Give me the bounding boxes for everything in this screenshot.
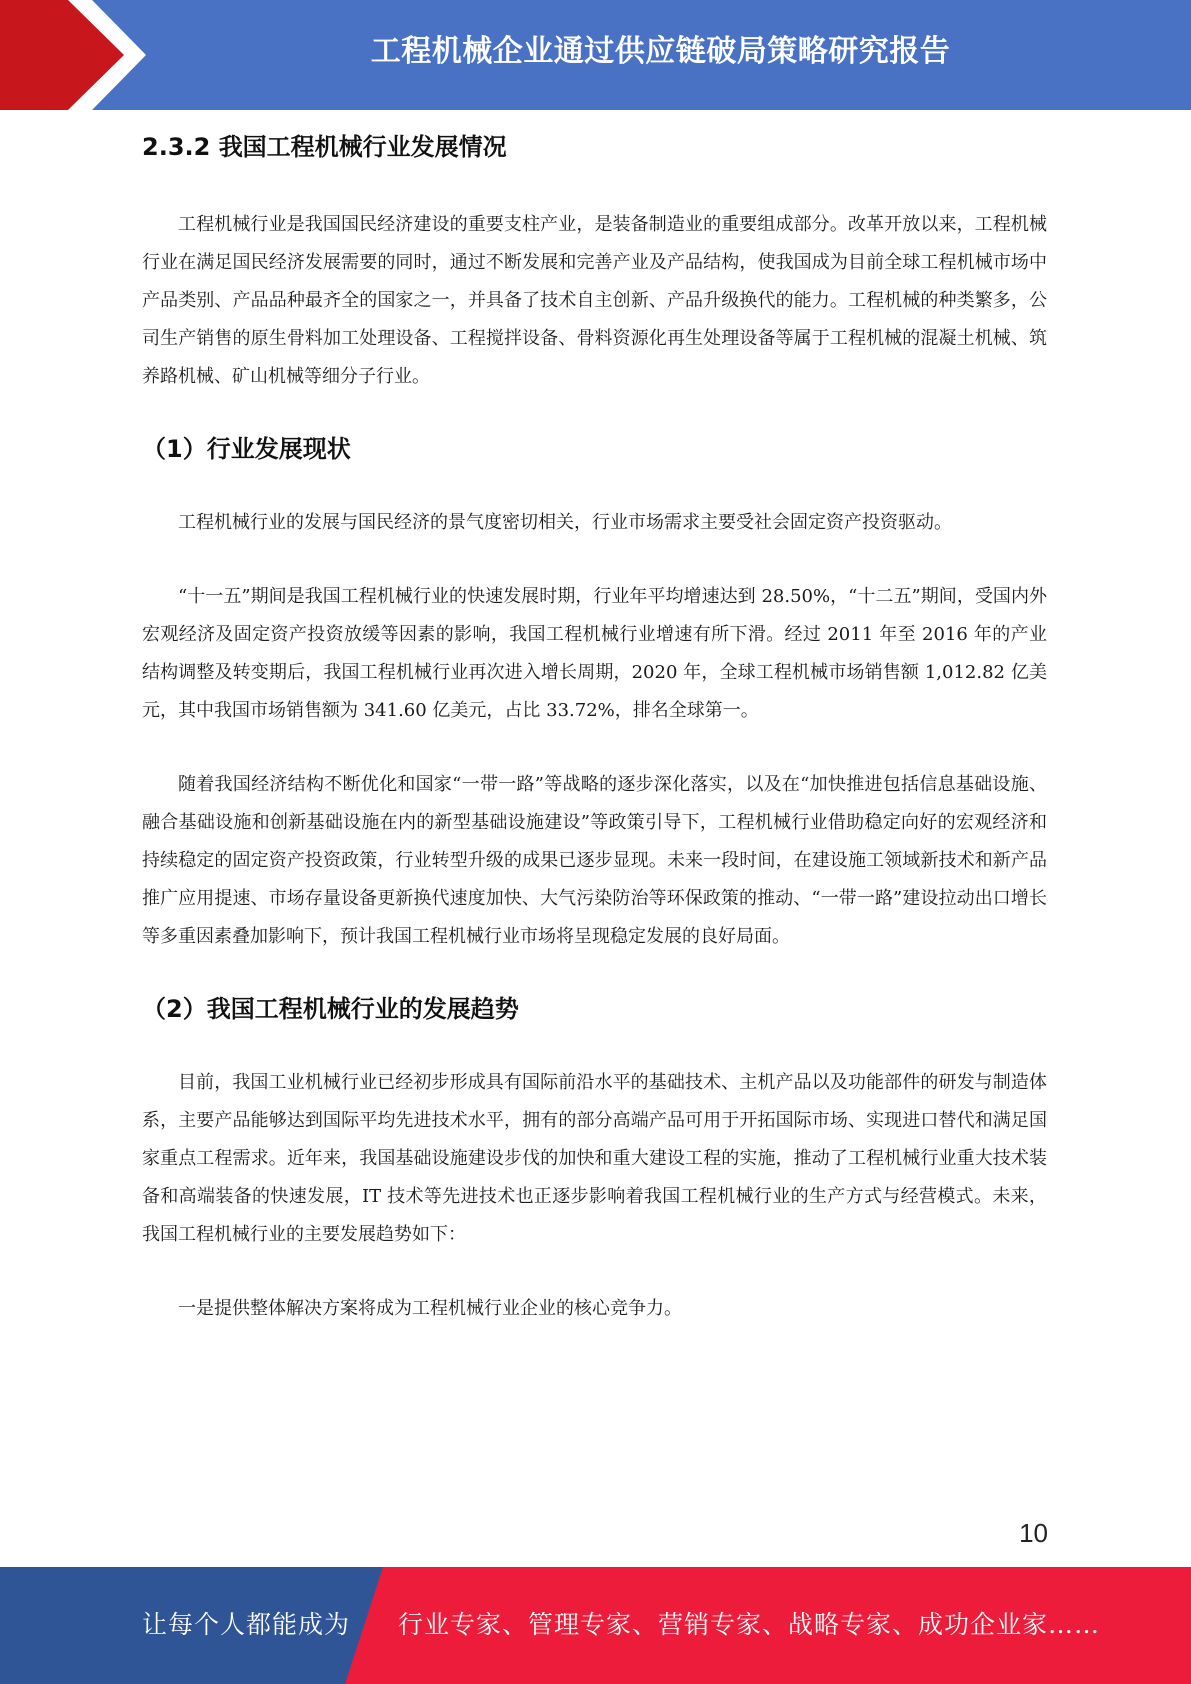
footer-slogan-right: 行业专家、管理专家、营销专家、战略专家、成功企业家…… xyxy=(398,1610,1101,1639)
report-title: 工程机械企业通过供应链破局策略研究报告 xyxy=(370,34,951,69)
page-content xyxy=(142,130,1047,1364)
body-paragraph: 目前，我国工业机械行业已经初步形成具有国际前沿水平的基础技术、主机产品以及功能部件的研发与制造体系，主要产品能够达到国际平均先进技术水平，拥有的部分高端产品可用于开拓国际市场、实现进口替代和满足国家重点工程需求。近年来，我国基础设施建设步伐的加快和重大建设工程的实施，推动了工程机械行业重大技术装备和高端装备的快速发展，IT 技术等先进技术也正逐步影响着我国工程机械行业的生产方式与经营模式。未来，我国工程机械行业的主要发展趋势如下： xyxy=(142,1072,1047,1245)
body-paragraph: 工程机械行业的发展与国民经济的景气度密切相关，行业市场需求主要受社会固定资产投资驱动。 xyxy=(178,512,952,533)
subsection-heading-development-trend: （2）我国工程机械行业的发展趋势 xyxy=(142,995,519,1023)
body-paragraph: 随着我国经济结构不断优化和国家“一带一路”等战略的逐步深化落实，以及在“加快推进包括信息基础设施、融合基础设施和创新基础设施在内的新型基础设施建设”等政策引导下，工程机械行业借助稳定向好的宏观经济和持续稳定的固定资产投资政策，行业转型升级的成果已逐步显现。未来一段时间，在建设施工领域新技术和新产品推广应用提速、市场存量设备更新换代速度加快、大气污染防治等环保政策的推动、“一带一路”建设拉动出口增长等多重因素叠加影响下，预计我国工程机械行业市场将呈现稳定发展的良好局面。 xyxy=(142,774,1047,947)
subsection-heading-current-status: （1）行业发展现状 xyxy=(142,435,351,463)
body-paragraph: 一是提供整体解决方案将成为工程机械行业企业的核心竞争力。 xyxy=(178,1298,682,1319)
page-number: 10 xyxy=(1019,1518,1048,1548)
footer-slogan-left: 让每个人都能成为 xyxy=(142,1610,351,1639)
page-footer xyxy=(0,1567,1191,1684)
section-heading: 2.3.2 我国工程机械行业发展情况 xyxy=(142,133,507,161)
header-arrow-decoration xyxy=(0,0,160,110)
body-paragraph: “十一五”期间是我国工程机械行业的快速发展时期，行业年平均增速达到 28.50%，“十二五”期间，受国内外宏观经济及固定资产投资放缓等因素的影响，我国工程机械行业增速有所下滑。经过 2011 年至 2016 年的产业结构调整及转变期后，我国工程机械行业再次进入增长周期，2020 年，全球工程机械市场销售额 1,012.82 亿美元，其中我国市场销售额为 341.60 亿美元，占比 33.72%，排名全球第一。 xyxy=(142,586,1047,721)
intro-paragraph: 工程机械行业是我国国民经济建设的重要支柱产业，是装备制造业的重要组成部分。改革开放以来，工程机械行业在满足国民经济发展需要的同时，通过不断发展和完善产业及产品结构，使我国成为目前全球工程机械市场中产品类别、产品品种最齐全的国家之一，并具备了技术自主创新、产品升级换代的能力。工程机械的种类繁多，公司生产销售的原生骨料加工处理设备、工程搅拌设备、骨料资源化再生处理设备等属于工程机械的混凝土机械、筑养路机械、矿山机械等细分子行业。 xyxy=(142,214,1047,387)
page-header xyxy=(0,0,1191,110)
